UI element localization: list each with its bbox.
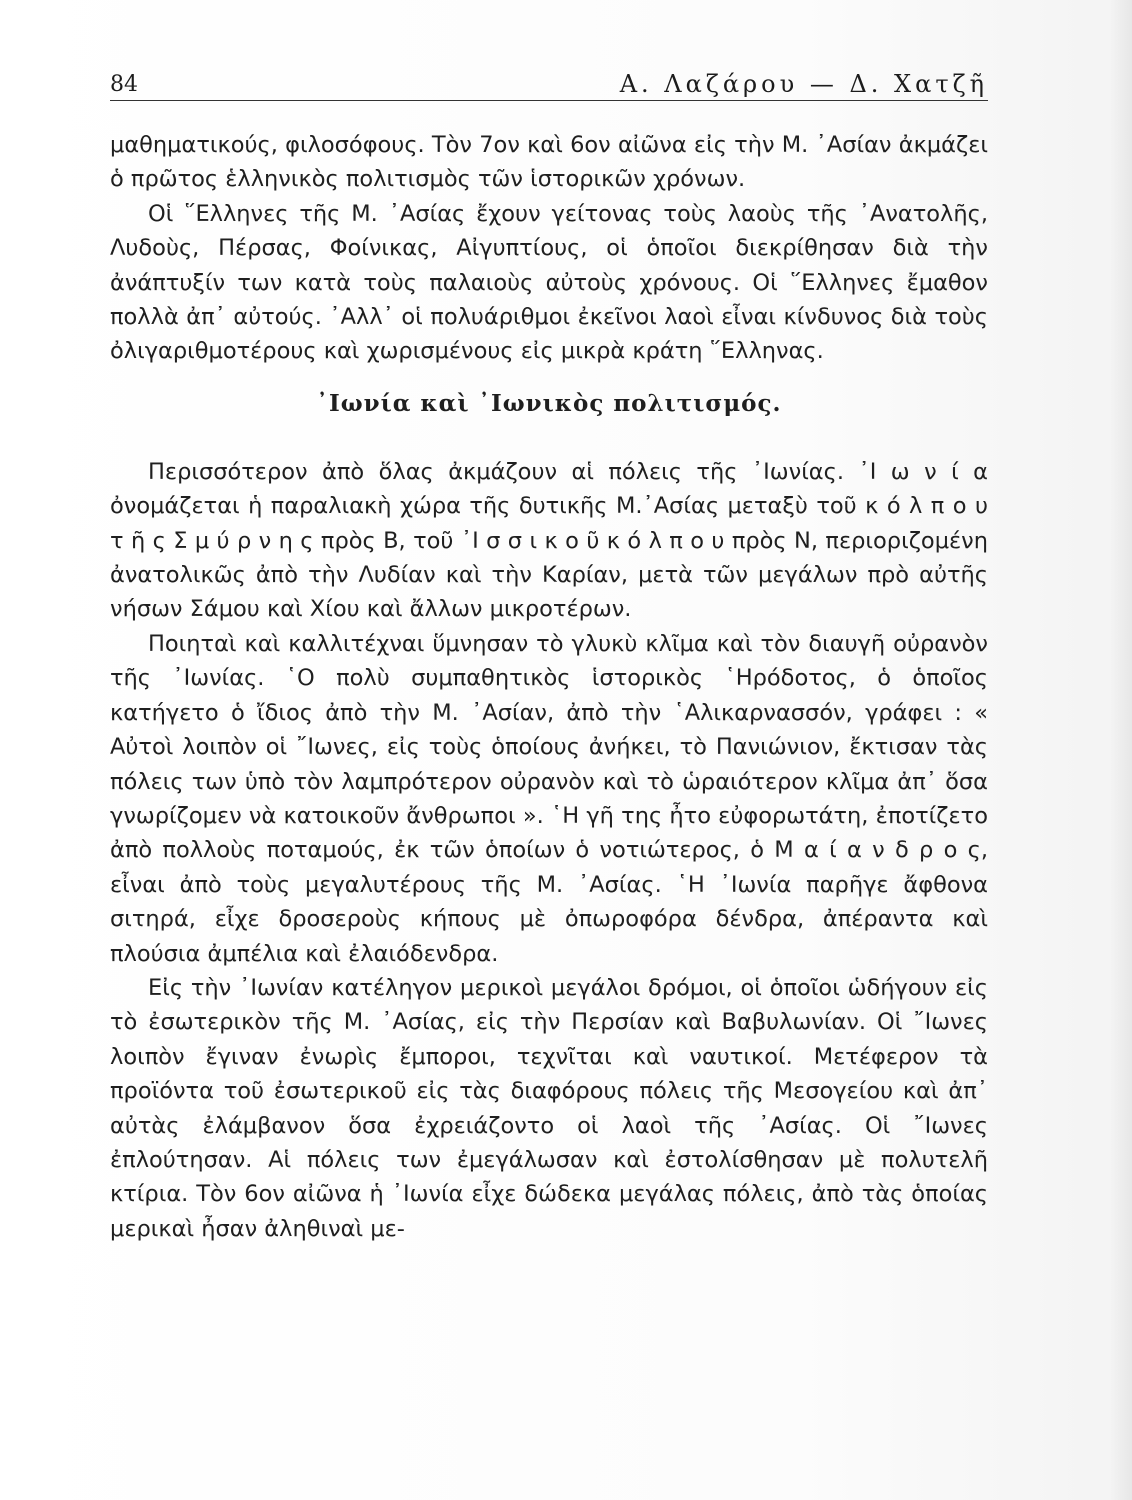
running-head: Α. Λαζάρου — Δ. Χατζῆ	[619, 70, 988, 98]
paragraph-ionia-geography: Περισσότερον ἀπὸ ὅλας ἀκμάζουν αἱ πόλεις τῆς ᾿Ιωνίας. ᾿Ι ω ν ί α ὀνομάζεται ἡ παραλιακὴ χώρα τῆς δυτικῆς Μ.᾿Ασίας μεταξὺ τοῦ κ ό λ π ο υ τ ῆ ς Σ μ ύ ρ ν η ς πρὸς Β, τοῦ ᾿Ι σ σ ι κ ο ῦ κ ό λ π ο υ πρὸς Ν, περιοριζομένη ἀνατολικῶς ἀπὸ τὴν Λυδίαν καὶ τὴν Καρίαν, μετὰ τῶν μεγάλων πρὸ αὐτῆς νήσων Σάμου καὶ Χίου καὶ ἄλλων μικροτέρων.	[110, 458, 988, 623]
page-header	[110, 70, 988, 101]
paragraph-continued: μαθηματικούς, φιλοσόφους. Τὸν 7ον καὶ 6ον αἰῶνα εἰς τὴν Μ. ᾿Ασίαν ἀκμάζει ὁ πρῶτος ἑλληνικὸς πολιτισμὸς τῶν ἱστορικῶν χρόνων.	[110, 132, 988, 193]
section-heading: ᾿Ιωνία καὶ ᾿Ιωνικὸς πολιτισμός.	[316, 389, 782, 417]
paragraph-neighbors: Οἱ ῞Ελληνες τῆς Μ. ᾿Ασίας ἔχουν γείτονας τοὺς λαοὺς τῆς ᾿Ανατολῆς, Λυδοὺς, Πέρσας, Φοίνικας, Αἰγυπτίους, οἱ ὁποῖοι διεκρίθησαν διὰ τὴν ἀνάπτυξίν των κατὰ τοὺς παλαιοὺς αὐτοὺς χρόνους. Οἱ ῞Ελληνες ἔμαθον πολλὰ ἀπ᾿ αὐτούς. ᾿Αλλ᾿ οἱ πολυάριθμοι ἐκεῖνοι λαοὶ εἶναι κίνδυνος διὰ τοὺς ὀλιγαριθμοτέρους καὶ χωρισμένους εἰς μικρὰ κράτη ῞Ελληνας.	[110, 200, 988, 365]
page-number: 84	[110, 72, 138, 97]
paragraph-ionian-trade: Εἰς τὴν ᾿Ιωνίαν κατέληγον μερικοὶ μεγάλοι δρόμοι, οἱ ὁποῖοι ὡδήγουν εἰς τὸ ἐσωτερικὸν τῆς Μ. ᾿Ασίας, εἰς τὴν Περσίαν καὶ Βαβυλωνίαν. Οἱ ῎Ιωνες λοιπὸν ἔγιναν ἐνωρὶς ἔμποροι, τεχνῖται καὶ ναυτικοί. Μετέφερον τὰ προϊόντα τοῦ ἐσωτερικοῦ εἰς τὰς διαφόρους πόλεις τῆς Μεσογείου καὶ ἀπ᾿ αὐτὰς ἐλάμβανον ὅσα ἐχρειάζοντο οἱ λαοὶ τῆς ᾿Ασίας. Οἱ ῎Ιωνες ἐπλούτησαν. Αἱ πόλεις των ἐμεγάλωσαν καὶ ἐστολίσθησαν μὲ πολυτελῆ κτίρια. Τὸν 6ον αἰῶνα ἡ ᾿Ιωνία εἶχε δώδεκα μεγάλας πόλεις, ἀπὸ τὰς ὁποίας μερικαὶ ἦσαν ἀληθιναὶ με-	[110, 974, 988, 1242]
paragraph-ionia-climate: Ποιηταὶ καὶ καλλιτέχναι ὕμνησαν τὸ γλυκὺ κλῖμα καὶ τὸν διαυγῆ οὐρανὸν τῆς ᾿Ιωνίας. ῾Ο πολὺ συμπαθητικὸς ἱστορικὸς ῾Ηρόδοτος, ὁ ὁποῖος κατήγετο ὁ ἴδιος ἀπὸ τὴν Μ. ᾿Ασίαν, ἀπὸ τὴν ῾Αλικαρνασσόν, γράφει : « Αὐτοὶ λοιπὸν οἱ ῎Ιωνες, εἰς τοὺς ὁποίους ἀνήκει, τὸ Πανιώνιον, ἔκτισαν τὰς πόλεις των ὑπὸ τὸν λαμπρότερον οὐρανὸν καὶ τὸ ὡραιότερον κλῖμα ἀπ᾿ ὅσα γνωρίζομεν νὰ κατοικοῦν ἄνθρωποι ». ῾Η γῆ της ἦτο εὐφορωτάτη, ἐποτίζετο ἀπὸ πολλοὺς ποταμούς, ἐκ τῶν ὁποίων ὁ νοτιώτερος, ὁ Μ α ί α ν δ ρ ο ς, εἶναι ἀπὸ τοὺς μεγαλυτέρους τῆς Μ. ᾿Ασίας. ῾Η ᾿Ιωνία παρῆγε ἄφθονα σιτηρά, εἶχε δροσεροὺς κήπους μὲ ὀπωροφόρα δένδρα, ἀπέραντα καὶ πλούσια ἀμπέλια καὶ ἐλαιόδενδρα.	[110, 630, 988, 967]
page-text	[110, 128, 988, 1246]
page-edge-shadow	[1110, 0, 1132, 1500]
